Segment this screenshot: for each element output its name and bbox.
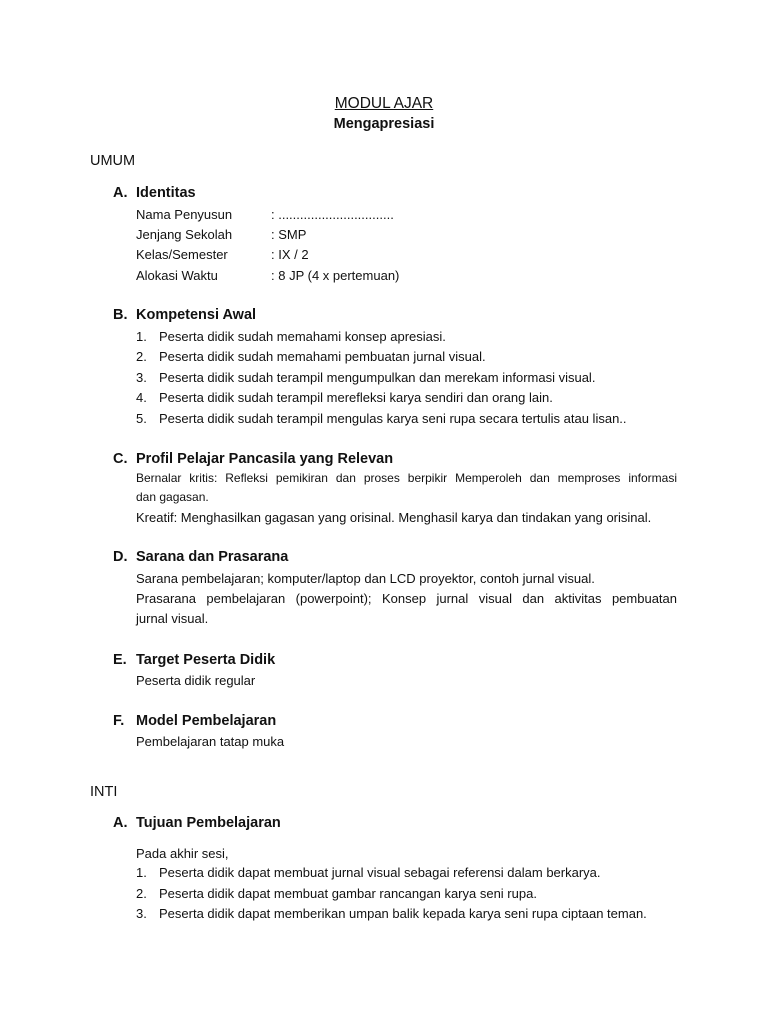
list-item: Peserta didik sudah terampil merefleksi karya sendiri dan orang lain.: [159, 390, 553, 405]
document-subtitle: Mengapresiasi: [333, 116, 435, 132]
section-letter-identitas: A.: [113, 185, 128, 201]
list-item: Peserta didik sudah terampil mengulas karya seni rupa secara tertulis atau lisan..: [159, 411, 627, 426]
section-letter-kompetensi: B.: [113, 307, 128, 323]
sarana-text-line: jurnal visual.: [136, 611, 209, 626]
identity-label: Alokasi Waktu: [136, 268, 218, 283]
list-number: 5.: [136, 411, 147, 426]
list-number: 1.: [136, 865, 147, 880]
section-letter-tujuan: A.: [113, 815, 128, 831]
section-letter-sarana: D.: [113, 549, 128, 565]
identity-value: : ................................: [271, 207, 394, 222]
identity-label: Nama Penyusun: [136, 207, 233, 222]
identity-label: Jenjang Sekolah: [136, 227, 233, 242]
list-item: Peserta didik dapat membuat jurnal visual sebagai referensi dalam berkarya.: [159, 865, 601, 880]
part-heading-inti: INTI: [90, 784, 118, 800]
list-number: 2.: [136, 886, 147, 901]
list-number: 1.: [136, 329, 147, 344]
target-text: Peserta didik regular: [136, 673, 256, 688]
profil-text-line: dan gagasan.: [136, 490, 209, 504]
section-title-tujuan: Tujuan Pembelajaran: [136, 815, 281, 831]
list-item: Peserta didik dapat membuat gambar rancangan karya seni rupa.: [159, 886, 537, 901]
list-number: 2.: [136, 349, 147, 364]
section-title-kompetensi: Kompetensi Awal: [136, 307, 257, 323]
document-title: MODUL AJAR: [334, 95, 434, 112]
section-letter-target: E.: [113, 652, 127, 668]
sarana-text-line: Sarana pembelajaran; komputer/laptop dan LCD proyektor, contoh jurnal visual.: [136, 571, 595, 586]
section-letter-model: F.: [113, 713, 125, 729]
list-number: 4.: [136, 390, 147, 405]
section-title-sarana: Sarana dan Prasarana: [136, 549, 289, 565]
identity-value: : 8 JP (4 x pertemuan): [271, 268, 400, 283]
model-text: Pembelajaran tatap muka: [136, 734, 285, 749]
section-title-profil: Profil Pelajar Pancasila yang Relevan: [136, 451, 394, 467]
identity-value: : SMP: [271, 227, 307, 242]
profil-text-line: Bernalar kritis: Refleksi pemikiran dan proses berpikir Memperoleh dan memproses informasi: [136, 471, 677, 485]
identity-value: : IX / 2: [271, 247, 309, 262]
section-title-identitas: Identitas: [136, 185, 196, 201]
list-item: Peserta didik dapat memberikan umpan balik kepada karya seni rupa ciptaan teman.: [159, 906, 647, 921]
section-letter-profil: C.: [113, 451, 128, 467]
section-title-model: Model Pembelajaran: [136, 713, 277, 729]
list-item: Peserta didik sudah memahami pembuatan jurnal visual.: [159, 349, 486, 364]
identity-label: Kelas/Semester: [136, 247, 228, 262]
profil-text-line: Kreatif: Menghasilkan gagasan yang orisinal. Menghasil karya dan tindakan yang orisinal.: [136, 510, 652, 525]
list-item: Peserta didik sudah terampil mengumpulkan dan merekam informasi visual.: [159, 370, 596, 385]
list-number: 3.: [136, 906, 147, 921]
sarana-text-line: Prasarana pembelajaran (powerpoint); Konsep jurnal visual dan aktivitas pembuatan: [136, 591, 677, 606]
tujuan-intro: Pada akhir sesi,: [136, 846, 229, 861]
part-heading-umum: UMUM: [90, 153, 136, 169]
section-title-target: Target Peserta Didik: [136, 652, 276, 668]
list-item: Peserta didik sudah memahami konsep apresiasi.: [159, 329, 446, 344]
list-number: 3.: [136, 370, 147, 385]
